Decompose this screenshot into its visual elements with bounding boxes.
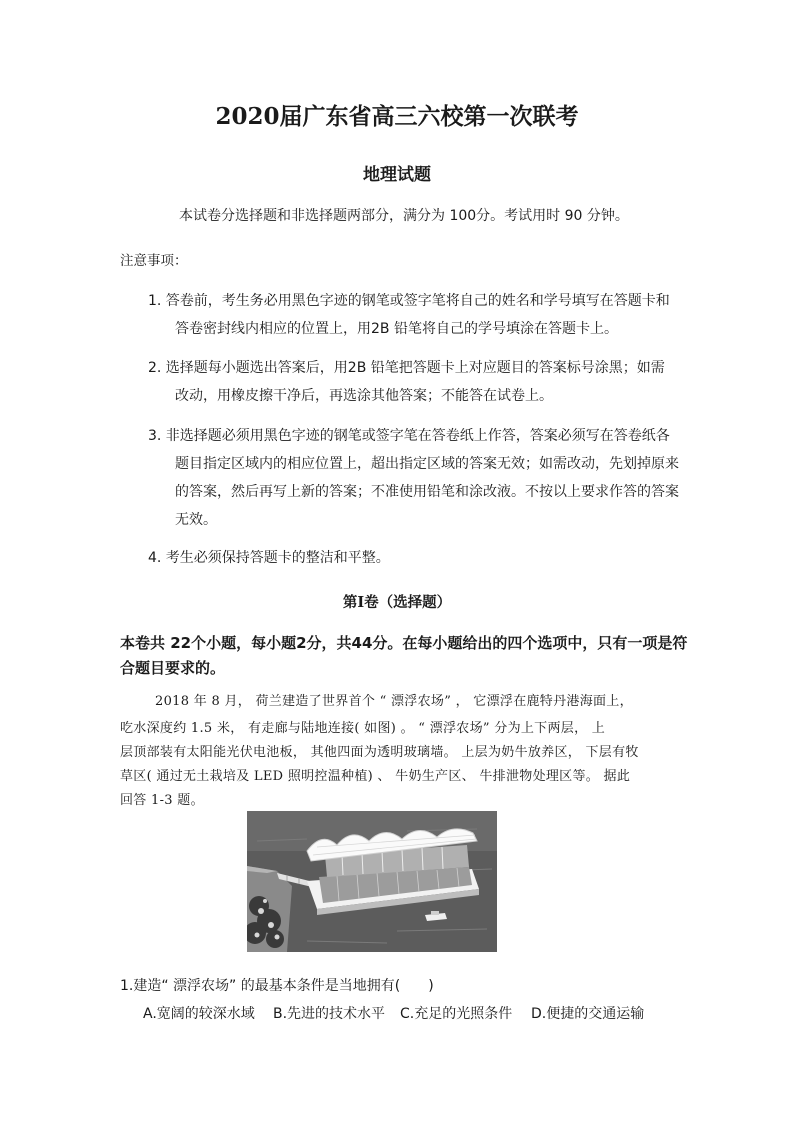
notice-item-3-line-4: 无效。 [175, 512, 217, 528]
notice-heading: 注意事项： [120, 253, 188, 269]
question-1-stem: 1.建造“ 漂浮农场” 的最基本条件是当地拥有( ) [120, 978, 434, 994]
floating-farm-photo [247, 811, 497, 952]
passage-line-5: 回答 1-3 题。 [120, 793, 204, 808]
notice-item-4-line-1: 4. 考生必须保持答题卡的整洁和平整。 [148, 550, 390, 566]
passage-line-2: 吃水深度约 1.5 米， 有走廊与陆地连接( 如图) 。 “ 漂浮农场” 分为上下两层， 上 [120, 721, 606, 736]
question-1-option-a: A.宽阔的较深水域 [143, 1006, 255, 1022]
section-instruction-line-1: 本卷共 22个小题，每小题2分，共44分。在每小题给出的四个选项中，只有一项是符 [120, 634, 688, 652]
notice-item-3-line-2: 题目指定区域内的相应位置上，超出指定区域的答案无效；如需改动，先划掉原来 [175, 456, 679, 472]
notice-item-1-line-1: 1. 答卷前，考生务必用黑色字迹的钢笔或签字笔将自己的姓名和学号填写在答题卡和 [148, 293, 670, 309]
section-instruction-line-2: 合题目要求的。 [120, 659, 226, 677]
passage-line-3: 层顶部装有太阳能光伏电池板， 其他四面为透明玻璃墙。 上层为奶牛放养区， 下层有牧 [120, 745, 639, 760]
question-1-option-c: C.充足的光照条件 [400, 1006, 513, 1022]
notice-item-3-line-3: 的答案，然后再写上新的答案；不准使用铅笔和涂改液。不按以上要求作答的答案 [175, 484, 679, 500]
notice-item-2-line-2: 改动，用橡皮擦干净后，再选涂其他答案；不能答在试卷上。 [175, 388, 553, 404]
section-title: 第Ⅰ卷（选择题） [342, 594, 452, 611]
passage-line-4: 草区( 通过无土栽培及 LED 照明控温种植) 、 牛奶生产区、 牛排泄物处理区等。 据此 [120, 769, 631, 784]
notice-item-2-line-1: 2. 选择题每小题选出答案后，用2B 铅笔把答题卡上对应题目的答案标号涂黑；如需 [148, 360, 665, 376]
question-1-option-b: B.先进的技术水平 [273, 1006, 386, 1022]
question-1-option-d: D.便捷的交通运输 [531, 1006, 645, 1022]
notice-item-3-line-1: 3. 非选择题必须用黑色字迹的钢笔或签字笔在答卷纸上作答，答案必须写在答卷纸各 [148, 428, 670, 444]
page-subtitle: 地理试题 [363, 165, 431, 185]
exam-intro: 本试卷分选择题和非选择题两部分，满分为 100分。考试用时 90 分钟。 [179, 208, 629, 224]
passage-line-1: 2018 年 8 月， 荷兰建造了世界首个 “ 漂浮农场” ， 它漂浮在鹿特丹港海面上， [155, 694, 633, 709]
notice-item-1-line-2: 答卷密封线内相应的位置上，用2B 铅笔将自己的学号填涂在答题卡上。 [175, 321, 618, 337]
page-title: 2020届广东省高三六校第一次联考 [215, 103, 579, 130]
